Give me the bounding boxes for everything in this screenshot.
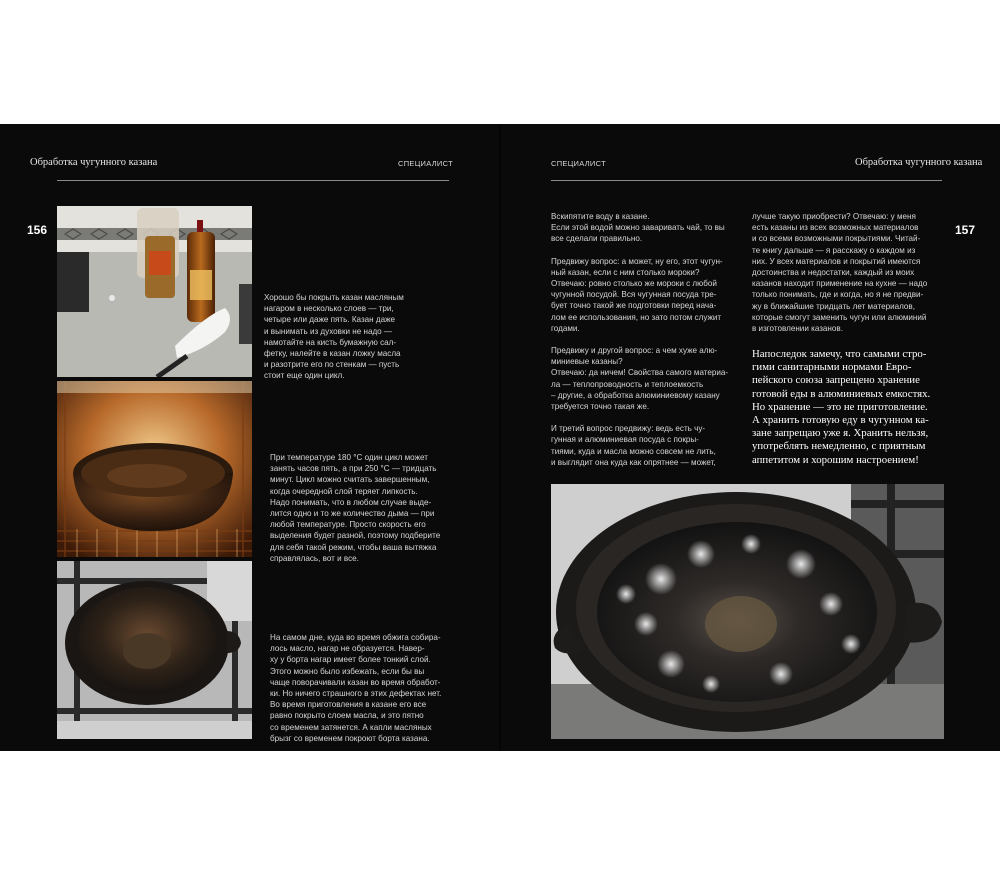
caption-line: равно покрыто слоем масла, и это пятно bbox=[270, 711, 424, 721]
text-line: те книгу дальше — я расскажу о каждом из bbox=[752, 245, 916, 255]
caption-line: На самом дне, куда во время обжига собира- bbox=[270, 633, 441, 642]
caption-line: стоит еще один цикл. bbox=[264, 371, 345, 381]
text-line: бует точно такой же подготовки перед нача- bbox=[551, 301, 717, 311]
text-line: гунная и алюминиевая посуда с покры- bbox=[551, 435, 699, 445]
text-line: есть казаны из всех возможных материалов bbox=[752, 223, 919, 233]
quote-line: аппетитом и хорошим настроением! bbox=[752, 453, 919, 466]
paragraph bbox=[551, 256, 741, 334]
paragraph bbox=[551, 211, 741, 245]
quote-line: Напоследок замечу, что самыми стро- bbox=[752, 348, 927, 360]
text-line: которые смогут заменить чугун или алюминий bbox=[752, 312, 927, 322]
text-line: Предвижу вопрос: а может, ну его, этот чугун- bbox=[551, 256, 723, 266]
caption-line: При температуре 180 °С один цикл может bbox=[270, 453, 428, 462]
quote-line: А хранить готовую еду в чугунном ка- bbox=[752, 414, 929, 427]
caption-line: Этого можно было избежать, если бы вы bbox=[270, 666, 425, 676]
caption-line: лось масло, нагар не образуется. Навер- bbox=[270, 644, 425, 654]
caption-line: выделения будет разной, поэтому подберите bbox=[270, 531, 441, 541]
caption-line: намотайте на кисть бумажную сал- bbox=[264, 337, 397, 347]
caption-line: занять часов пять, а при 250 °С — тридцать bbox=[270, 464, 437, 474]
text-line: годами. bbox=[551, 323, 580, 333]
caption-line: ху у борта нагар имеет более тонкий слой. bbox=[270, 655, 431, 665]
text-line: и выглядит она куда как опрятнее — может, bbox=[551, 457, 716, 467]
caption-line: справлялась, вот и все. bbox=[270, 553, 359, 563]
text-line: миниевые казаны? bbox=[551, 357, 623, 367]
quote-line: гими санитарными нормами Евро- bbox=[752, 361, 912, 374]
caption-line: чаще поворачивали казан во время обработ- bbox=[270, 677, 441, 687]
text-line: лучше такую приобрести? Отвечаю: у меня bbox=[752, 212, 916, 221]
text-line: лом ее использования, но зато потом служит bbox=[551, 312, 722, 322]
text-line: и со всеми возможными покрытиями. Читай- bbox=[752, 234, 921, 244]
quote-line: Но хранение — это не приготовление. bbox=[752, 400, 928, 413]
text-line: Вскипятите воду в казане. bbox=[551, 212, 650, 221]
book-spread bbox=[0, 124, 1000, 751]
text-line: – другие, а обработка алюминиевому казану bbox=[551, 390, 720, 400]
caption-line: и вынимать из духовки не надо — bbox=[264, 326, 393, 336]
quote-line: готовой еды в алюминиевых емкостях. bbox=[752, 387, 931, 400]
left-caption-2 bbox=[270, 452, 465, 564]
quote-line: употреблять немедленно, с приятным bbox=[752, 440, 926, 453]
text-line: ный казан, если с ним столько мороки? bbox=[551, 267, 700, 277]
caption-line: когда очередной слой теряет липкость. bbox=[270, 486, 418, 496]
caption-line: для себя такой режим, чтобы ваша вытяжка bbox=[270, 542, 437, 552]
text-line: тиями, куда и масла можно совсем не лить, bbox=[551, 446, 716, 456]
kazan-on-stove-photo bbox=[57, 561, 252, 739]
left-header-rule bbox=[57, 180, 449, 181]
caption-line: Хорошо бы покрыть казан масляным bbox=[264, 293, 404, 302]
left-caption-3 bbox=[270, 632, 465, 744]
text-line: достоинства и недостатки, каждый из моих bbox=[752, 268, 915, 278]
right-header-rule bbox=[551, 180, 942, 181]
boiling-water-in-kazan-photo bbox=[551, 484, 944, 739]
text-line: Предвижу и другой вопрос: а чем хуже алю- bbox=[551, 346, 718, 356]
kazan-in-oven-photo bbox=[57, 381, 252, 557]
left-page-number: 156 bbox=[27, 223, 48, 237]
caption-line: любой температуре. Просто скорость его bbox=[270, 520, 426, 530]
pull-quote bbox=[752, 348, 952, 467]
right-column-2 bbox=[752, 211, 947, 334]
caption-line: минут. Цикл можно считать завершенным, bbox=[270, 475, 430, 485]
caption-line: Надо понимать, что в любом случае выде- bbox=[270, 497, 432, 507]
quote-line: зане запрещаю уже я. Хранить нельзя, bbox=[752, 427, 929, 440]
caption-line: и разотрите его по стенкам — пусть bbox=[264, 360, 400, 370]
text-line: в изготовлении казанов. bbox=[752, 324, 843, 334]
spine bbox=[499, 124, 501, 751]
left-caption-1 bbox=[264, 292, 449, 382]
paragraph bbox=[551, 423, 741, 468]
right-section-label: СПЕЦИАЛИСТ bbox=[551, 159, 606, 168]
text-line: чугунной посудой. Вся чугунная посуда тре- bbox=[551, 290, 717, 300]
paragraph bbox=[551, 345, 741, 412]
text-line: все сделали правильно. bbox=[551, 234, 643, 244]
caption-line: четыре или даже пять. Казан даже bbox=[264, 315, 396, 325]
text-line: только понимать, где и когда, но я не предви- bbox=[752, 290, 924, 300]
caption-line: со временем затянется. А капли масляных bbox=[270, 722, 432, 732]
text-line: жу в ближайшие тридцать лет материалов, bbox=[752, 301, 915, 311]
text-line: Если этой водой можно заваривать чай, то вы bbox=[551, 223, 725, 233]
caption-line: брызг со временем покроют борта казана. bbox=[270, 733, 430, 743]
text-line: ла — теплопроводность и теплоемкость bbox=[551, 379, 704, 389]
caption-line: фетку, налейте в казан ложку масла bbox=[264, 349, 401, 359]
text-line: казанов находит применение на кухне — надо bbox=[752, 279, 928, 289]
text-line: них. У всех материалов и покрытий имеются bbox=[752, 256, 921, 266]
left-running-title: Обработка чугунного казана bbox=[30, 157, 158, 168]
quote-line: пейского союза запрещено хранение bbox=[752, 374, 920, 387]
text-line: И третий вопрос предвижу: ведь есть чу- bbox=[551, 424, 706, 434]
right-page-number: 157 bbox=[955, 223, 976, 237]
caption-line: нагаром в несколько слоев — три, bbox=[264, 304, 394, 314]
text-line: требуется точно такая же. bbox=[551, 402, 650, 412]
right-column-1 bbox=[551, 211, 741, 468]
caption-line: лится одно и то же количество дыма — при bbox=[270, 509, 435, 519]
text-line: Отвечаю: ровно столько же мороки с любой bbox=[551, 279, 717, 289]
caption-line: ки. Но ничего страшного в этих дефектах нет. bbox=[270, 689, 442, 699]
text-line: Отвечаю: да ничем! Свойства самого материа- bbox=[551, 368, 729, 378]
oil-bottle-on-counter-photo bbox=[57, 206, 252, 377]
right-running-title: Обработка чугунного казана bbox=[855, 157, 983, 168]
caption-line: Во время приготовления в казане его все bbox=[270, 700, 427, 710]
left-section-label: СПЕЦИАЛИСТ bbox=[398, 159, 453, 168]
